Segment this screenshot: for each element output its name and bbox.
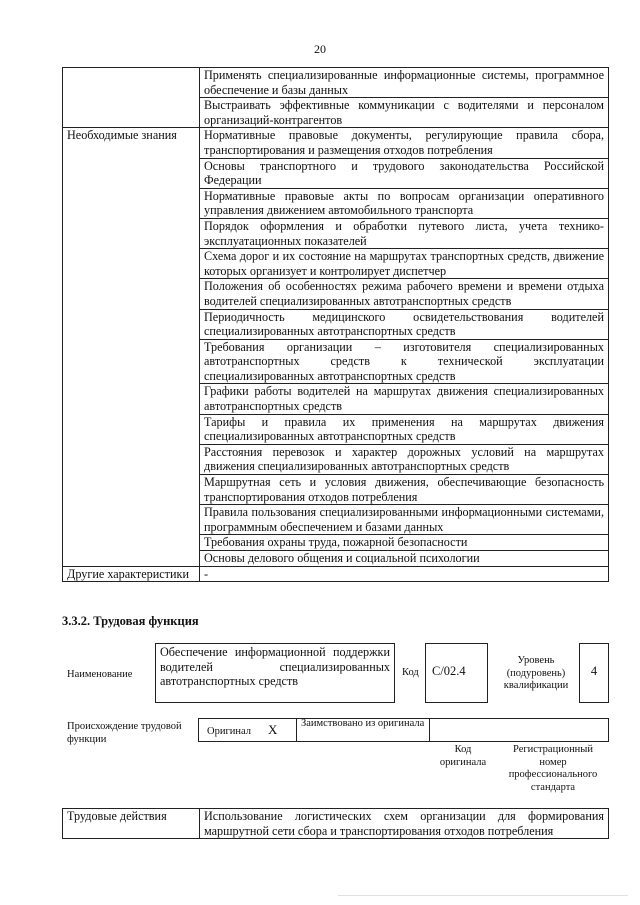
empty-label-cell (63, 68, 200, 128)
function-name-box (155, 643, 395, 703)
divider (338, 895, 628, 896)
skill-item: Выстраивать эффективные коммуникации с водителями и персоналом организаций-контрагентов (200, 98, 609, 128)
function-name-value: Обеспечение информационной поддержки водителей специализированных автотранспортных средств (160, 645, 390, 689)
page-number: 20 (314, 42, 326, 56)
knowledge-item: Основы делового общения и социальной психологии (200, 551, 609, 567)
other-value: - (200, 566, 609, 582)
skill-item: Применять специализированные информационные системы, программное обеспечение и базы данных (200, 68, 609, 98)
table-row (63, 566, 609, 582)
knowledge-label: Необходимые знания (63, 128, 200, 566)
original-label: Оригинал (207, 726, 251, 737)
code-original-label: Код оригинала (439, 744, 487, 768)
actions-label: Трудовые действия (63, 809, 200, 839)
other-label: Другие характеристики (63, 566, 200, 582)
knowledge-item: Графики работы водителей на маршрутах движения специализированных автотранспортных средств (200, 384, 609, 414)
name-label: Наименование (67, 669, 133, 680)
knowledge-item: Нормативные правовые акты по вопросам организации оперативного управления движением автомобильного транспорта (200, 188, 609, 218)
section-heading: 3.3.2. Трудовая функция (62, 614, 199, 628)
knowledge-item: Периодичность медицинского освидетельствования водителей специализированных автотранспортных средств (200, 309, 609, 339)
knowledge-item: Нормативные правовые документы, регулирующие правила сбора, транспортирования и размещения отходов потребления (200, 128, 609, 158)
level-value: 4 (590, 664, 598, 678)
original-check-mark: X (268, 722, 278, 737)
action-item: Использование логистических схем организации для формирования маршрутной сети сбора и транспортирования отходов потребления (200, 809, 609, 839)
actions-table (62, 808, 609, 839)
knowledge-item: Схема дорог и их состояние на маршрутах транспортных средств, движение которых организует и контролирует диспетчер (200, 249, 609, 279)
knowledge-item: Положения об особенностях режима рабочего времени и времени отдыха водителей специализированных автотранспортных средств (200, 279, 609, 309)
code-label: Код (402, 667, 419, 678)
table-row (63, 809, 609, 839)
code-value: C/02.4 (432, 664, 466, 678)
origin-label: Происхождение трудовой функции (67, 721, 182, 745)
code-box (425, 643, 488, 703)
reg-number-label: Регистрационный номер профессионального стандарта (508, 744, 598, 793)
knowledge-item: Тарифы и правила их применения на маршрутах движения специализированных автотранспортных средств (200, 414, 609, 444)
knowledge-item: Маршрутная сеть и условия движения, обеспечивающие безопасность транспортирования отходов потребления (200, 475, 609, 505)
knowledge-item: Расстояния перевозок и характер дорожных условий на маршрутах движения специализированных автотранспортных средств (200, 444, 609, 474)
level-label: Уровень (подуровень) квалификации (503, 655, 569, 691)
knowledge-item: Основы транспортного и трудового законодательства Российской Федерации (200, 158, 609, 188)
knowledge-item: Порядок оформления и обработки путевого листа, учета технико-эксплуатационных показателей (200, 218, 609, 248)
knowledge-item: Требования охраны труда, пожарной безопасности (200, 535, 609, 551)
knowledge-table (62, 67, 609, 582)
knowledge-item: Требования организации – изготовителя специализированных автотранспортных средств к технической эксплуатации специализированных автотранспортных средств (200, 339, 609, 384)
table-row (63, 128, 609, 158)
borrowed-label: Заимствовано из оригинала (301, 718, 425, 729)
table-row (63, 68, 609, 98)
knowledge-item: Правила пользования специализированными информационными системами, программным обеспечением и базами данных (200, 505, 609, 535)
level-box (579, 643, 609, 703)
